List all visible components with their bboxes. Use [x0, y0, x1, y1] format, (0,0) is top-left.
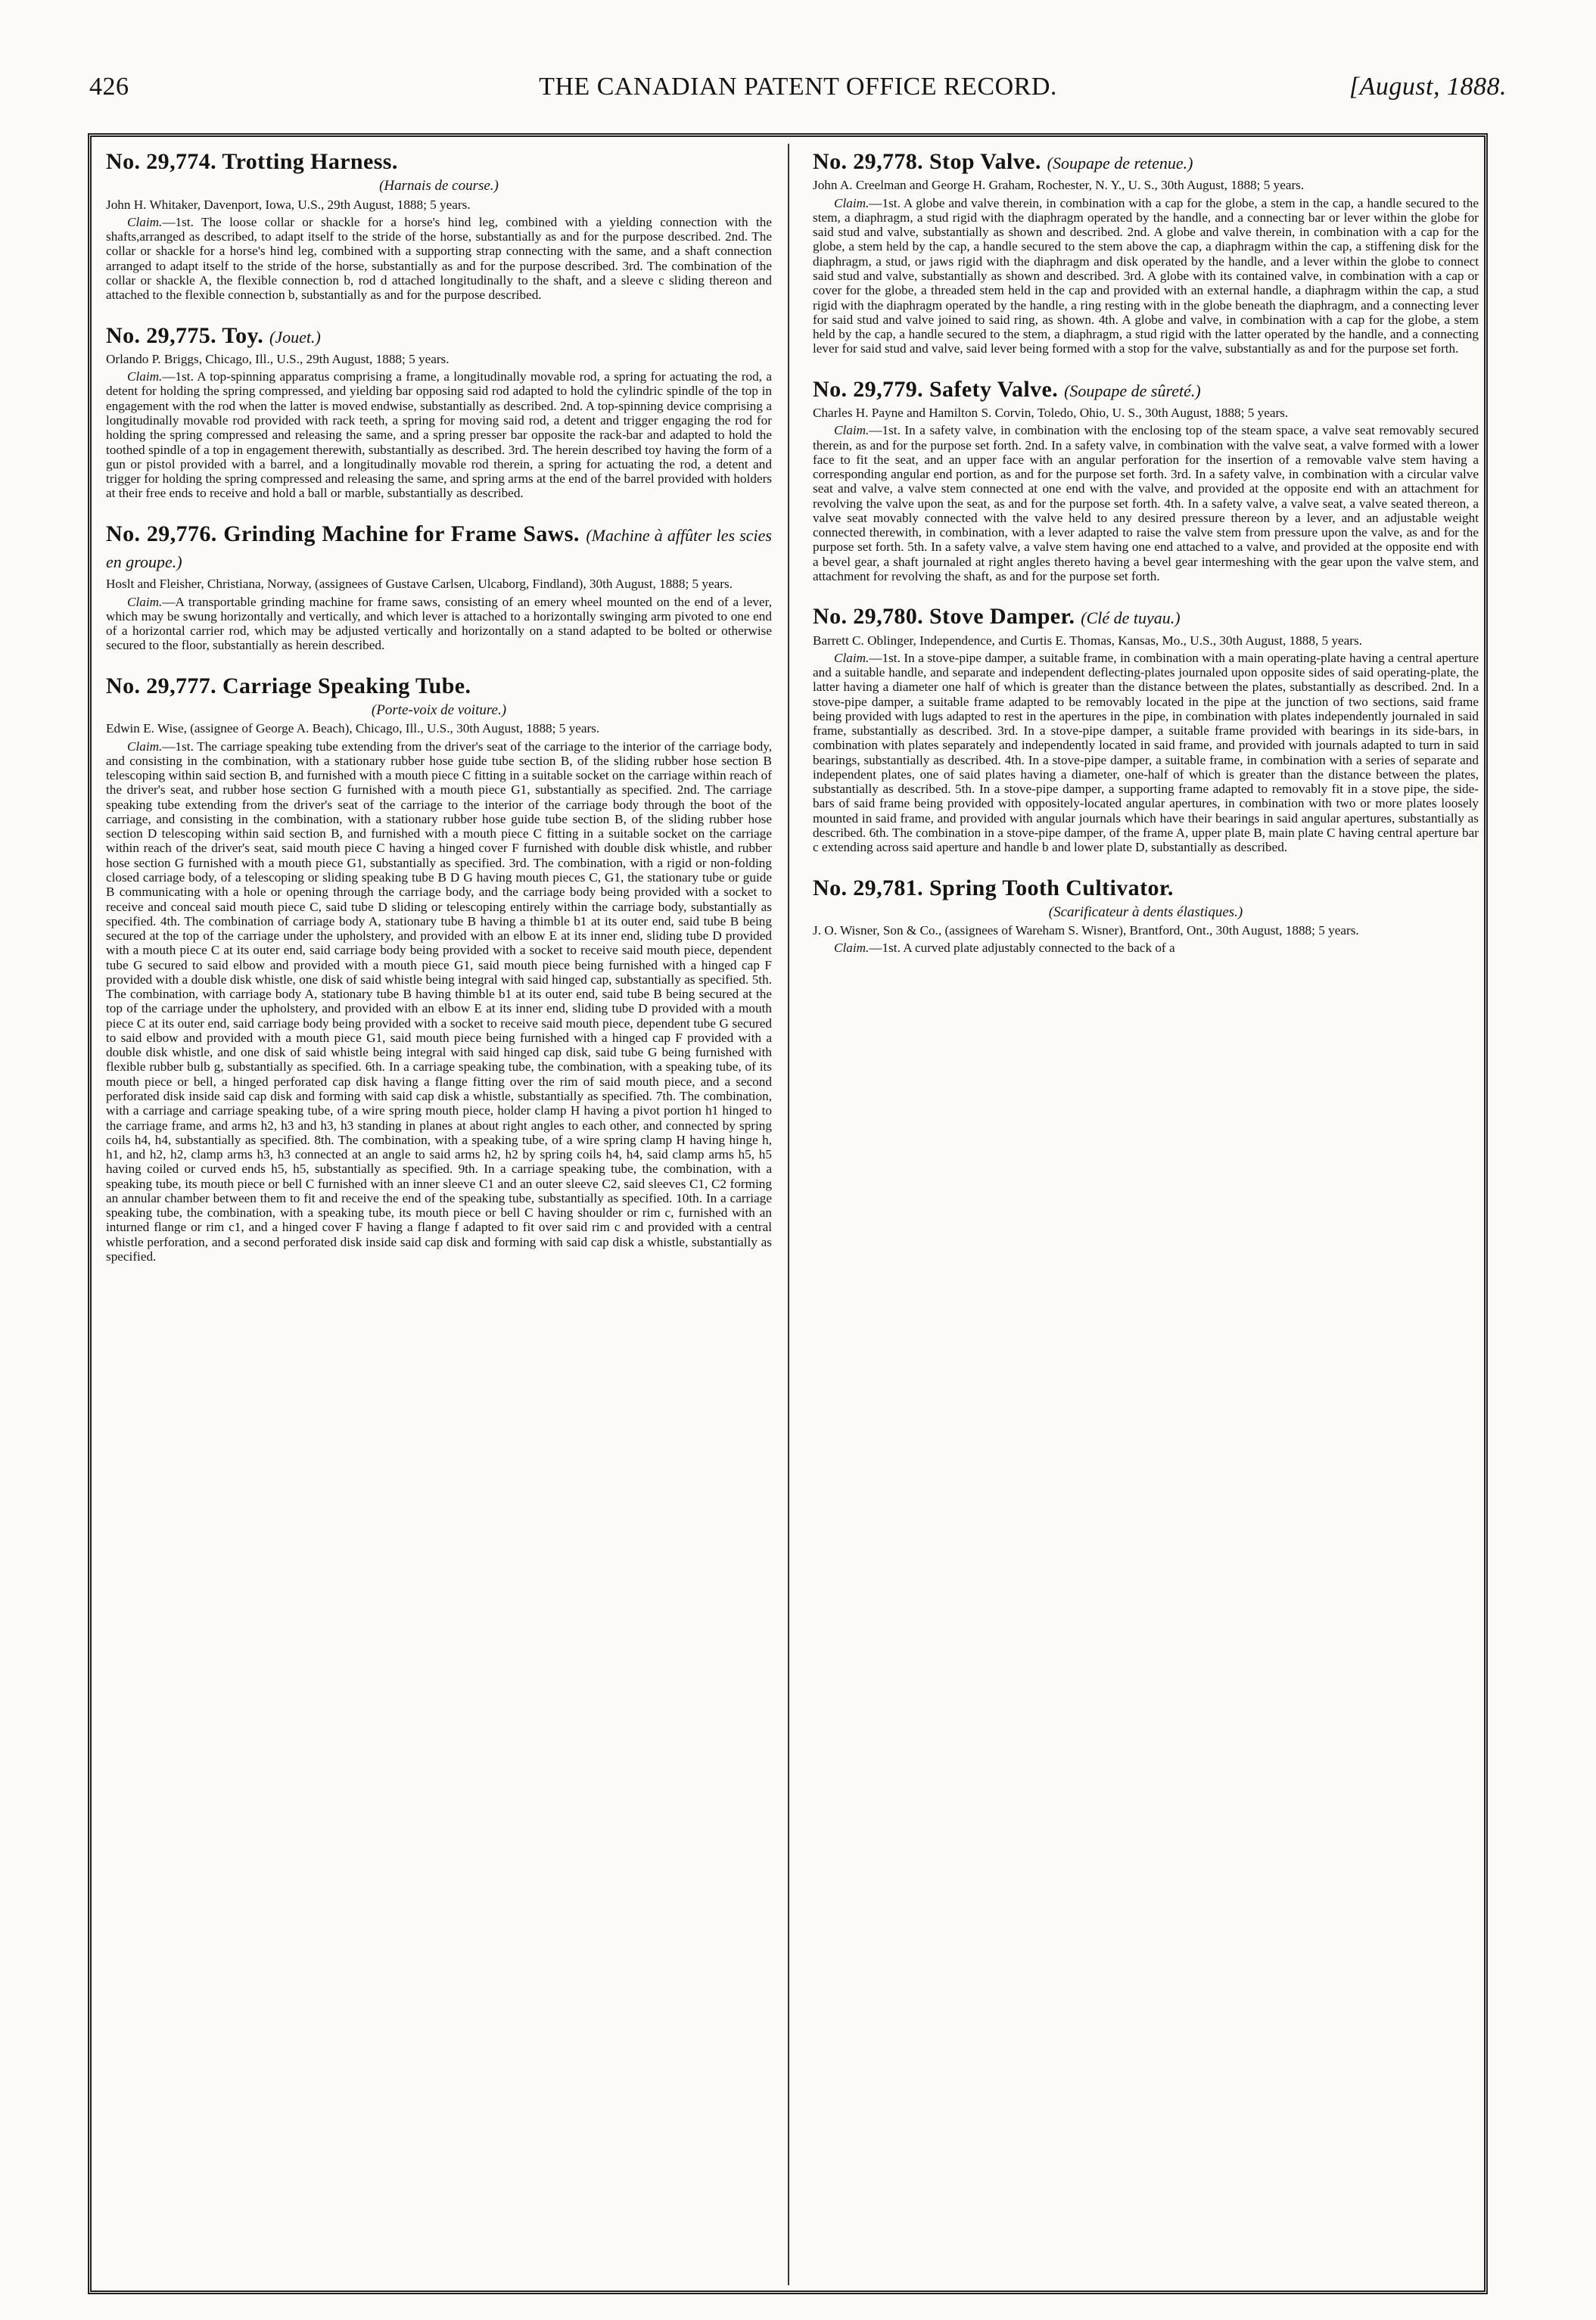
patent-inventor: Orlando P. Briggs, Chicago, Ill., U.S., 29th August, 1888; 5 years. [106, 351, 450, 366]
claim-text: —1st. A top-spinning apparatus comprising a frame, a longitudinally movable rod, a spring for actuating the rod, a detent for holding the spring compressed, and yielding bar opposing said rod adapted to hold the cylindric spindle of the top in engagement with the rod when the latter is moved endwise, substantially as described. 2nd. A top-spinning device comprising a longitudinally movable rod provided with rack teeth, a spring for moving said rod, a detent and trigger engaging the rod for holding the spring compressed and releasing the same, and a spring presser bar opposite the rack-bar and adapted to hold the toothed spindle of a top in engagement therewith, substantially as described. 3rd. The herein described toy having the form of a gun or pistol provided with a barrel, and a longitudinally movable rod therein, a spring for actuating the rod, a detent and trigger for holding the spring compressed and releasing the same, and spring arms at the end of the barrel provided with holders at their free ends to receive and hold a ball or marble, substantially as described. [106, 369, 772, 501]
column-divider [788, 144, 789, 2285]
claim-text: —1st. In a safety valve, in combination with the enclosing top of the steam space, a valve seat removably secured therein, as and for the purpose set forth. 2nd. In a safety valve, in combination with the valve seat, a valve formed with a lower face to fit the seat, and an upper face with an angular perforation for the insertion of a removable valve stem having a corresponding angular end portion, as and for the purpose set forth. 3rd. In a safety valve, in combination with a circular valve seat and valve, a valve stem connected at one end with the valve, and provided at the opposite end with an attachment for revolving the valve upon the seat, as and for the purpose set forth. 4th. In a safety valve, a valve seat, a valve seated thereon, a valve seat movably connected with the valve held to any desired pressure thereon by a lever, and an adjustable weight connected therewith, in combination, with a lever adapted to raise the valve stem from pressure upon the valve, as and for the purpose set forth. 5th. In a safety valve, a valve stem having one end attached to a valve, and provided at the opposite end with a bevel gear, a shaft journaled at right angles thereto having a bevel gear intermeshing with the gear upon the valve stem, and attachment for revolving the shaft, as and for the purpose set forth. [813, 423, 1479, 583]
patent-heading: No. 29,777. Carriage Speaking Tube. [106, 673, 471, 698]
patent-inventor: Barrett C. Oblinger, Independence, and Curtis E. Thomas, Kansas, Mo., U.S., 30th August, 1888, 5 years. [813, 633, 1363, 648]
page-number: 426 [89, 73, 129, 101]
claim-label: Claim. [127, 594, 163, 609]
claim-text: —1st. The carriage speaking tube extending from the driver's seat of the carriage to the interior of the carriage body, and consisting in the combination, with a stationary rubber hose guide tube section B, of the sliding rubber hose section B telescoping within said section B, and furnished with a mouth piece C fitting in a suitable socket on the carriage within reach of the driver's seat, and rubber hose section G furnished with a mouth piece G1, substantially as specified. 2nd. The carriage speaking tube extending from the driver's seat of the carriage to the interior of the carriage body through the boot of the carriage, and consisting in the combination, with a stationary rubber hose guide tube section B, of the sliding rubber hose section D telescoping within said section B, and furnished with a mouth piece C fitting in a suitable socket on the carriage within reach of the driver's seat, said mouth piece C having a hinged cover F furnished with double disk whistle, and rubber hose section G furnished with a mouth piece G1, substantially as specified. 3rd. The combination, with a rigid or non-folding closed carriage body, of a telescoping or sliding speaking tube B D G having mouth pieces C, G1, the stationary tube or guide B communicating with a hole or opening through the carriage body, and the carriage body being provided with a socket to receive and conceal said mouth piece C, said tube D sliding or telescoping entirely within the carriage body, substantially as specified. 4th. The combination of carriage body A, stationary tube B having a thimble b1 at its outer end, said tube B being secured at the top of the carriage under the upholstery, and provided with an elbow E at its inner end, sliding tube D provided with a mouth piece C at its outer end, said carriage body being provided with a socket to receive said mouth piece, dependent tube G secured to said elbow and provided with a mouth piece G1, said mouth piece being furnished with a hinged cap F provided with a double disk whistle, one disk of said whistle being integral with said hinged cap, substantially as specified. 5th. The combination, with carriage body A, stationary tube B having thimble b1 at its outer end, said tube B being secured at the top of the carriage under the upholstery, and provided with an elbow E at its inner end, sliding tube D provided with a mouth piece C at its outer end, said carriage body being provided with a socket to receive said mouth piece, dependent tube G secured to said elbow and provided with a mouth piece G1, said mouth piece being furnished with a hinged cap F provided with a double disk whistle, and one disk of said whistle being integral with said hinged cap disk, said tube G being furnished with flexible rubber bulb g, substantially as specified. 6th. In a carriage speaking tube, the combination, with a speaking tube, of its mouth piece or bell, a hinged perforated cap disk having a flange fitting over the rim of said mouth piece, and a second perforated disk inside said cap disk and forming with said cap disk a whistle, substantially as specified. 7th. The combination, with a carriage and carriage speaking tube, of a wire spring mouth piece, holder clamp H having a pivot portion h1 hinged to the carriage frame, and arms h2, h3 and h3, h3 standing in planes at about right angles to each other, and connected by spring coils h4, h4, substantially as specified. 8th. The combination, with a speaking tube, of a wire spring clamp H having hinge h, h1, and h2, h2, clamp arms h3, h3 connected at an angle to said arms h2, h2 by spring coils h4, h4, said clamp arms h5, h5 having coiled or curved ends h5, h5, substantially as specified. 9th. In a carriage speaking tube, the combination, with a speaking tube, its mouth piece or bell C furnished with an inner sleeve C1 and an outer sleeve C2, said sleeves C1, C2 forming an annular chamber between them to fit and receive the end of the speaking tube, substantially as specified. 10th. In a carriage speaking tube, the combination, with a speaking tube, its mouth piece or bell C having shoulder or rim c, furnished with an inturned flange or rim c1, and a hinged cover F having a flange f adapted to fit over said rim c and provided with a central whistle perforation, and a second perforated disk inside said cap disk and forming with said cap disk a whistle, substantially as specified. [106, 739, 772, 1264]
patent-heading: No. 29,781. Spring Tooth Cultivator. [813, 875, 1174, 900]
claim-text: —A transportable grinding machine for frame saws, consisting of an emery wheel mounted on the end of a lever, which may be swung horizontally and vertically, and which lever is attached to a horizontally swinging arm pivoted to one end of a horizontal carrier rod, which may be adjusted vertically and horizontally on a stand adapted to be bolted or otherwise secured to the floor, substantially as herein described. [106, 594, 772, 653]
claim-text: —1st. In a stove-pipe damper, a suitable frame, in combination with a main operating-plate having a central aperture and a suitable handle, and separate and independent deflecting-plates journaled upon opposite sides of said operating-plate, the latter having a diameter one half of which is greater than the distance between the plates, substantially as described. 2nd. In a stove-pipe damper, a suitable frame adapted to be removably located in the pipe at the junction of two sections, said frame being provided with lugs adapted to rest in the apertures in the pipe, in combination with plates independently journaled in said frame, substantially as described. 3rd. In a stove-pipe damper, a suitable frame provided with bearings in its side-bars, in combination with plates separately and independently located in said frame, and provided with journals adapted to turn in said bearings, substantially as described. 4th. In a stove-pipe damper, a suitable frame, in combination with a series of separate and independent plates, one of said plates having a diameter, one-half of which is greater than the distance between the plates, substantially as described. 5th. In a stove-pipe damper, a supporting frame adapted to removably fit in a stove pipe, the side-bars of said frame being provided with oppositely-located angular apertures, in combination with two or more plates loosely mounted in said frame, and provided with angular journals which have their bearings in said angular apertures, substantially as described. 6th. The combination in a stove-pipe damper, of the frame A, upper plate B, main plate C having central aperture bar c extending across said aperture and handle b and lower plate D, substantially as described. [813, 650, 1479, 855]
patent-inventor: Charles H. Payne and Hamilton S. Corvin, Toledo, Ohio, U. S., 30th August, 1888; 5 years. [813, 405, 1289, 420]
claim-label: Claim. [127, 739, 163, 754]
patent-french-title: (Porte-voix de voiture.) [371, 702, 507, 719]
patent-claim [106, 369, 772, 500]
claim-text: —1st. A curved plate adjustably connected to the back of a [869, 941, 1175, 956]
patent-claim [813, 941, 1479, 955]
patent-claim [106, 215, 772, 303]
patent-claim [813, 423, 1479, 583]
issue-date: [August, 1888. [1349, 73, 1507, 101]
right-column [813, 148, 1479, 2279]
patent-french-title: (Soupape de retenue.) [1047, 154, 1193, 173]
patent-heading [106, 322, 772, 349]
patent-claim [813, 651, 1479, 855]
patent-entry-29781 [813, 875, 1479, 956]
claim-text: —1st. The loose collar or shackle for a horse's hind leg, combined with a yielding connection with the shafts,arranged as described, to adapt itself to the stride of the horse, substantially as and for the purpose described. 2nd. The collar or shackle for a horse's hind leg, combined with a supporting strap connecting with the same, and a shaft connection arranged to adapt itself to the stride of the horse, substantially as and for the purpose described. 3rd. The combination of the collar or shackle A, the flexible connection b, rod d attached longitudinally to the shaft, and a sleeve c sliding thereon and attached to the flexible connection b, substantially as and for the purpose described. [106, 214, 772, 303]
patent-heading [813, 603, 1479, 630]
patent-heading: No. 29,774. Trotting Harness. [106, 149, 398, 174]
patent-entry-29779 [813, 376, 1479, 584]
claim-label: Claim. [127, 214, 163, 229]
claim-text: —1st. A globe and valve therein, in combination with a cap for the globe, a stem in the cap, a handle secured to the stem, a diaphragm, a stud rigid with the diaphragm operated by the handle, and a connecting bar or lever within the globe for said stud and valve, substantially as shown and described. 2nd. A globe and valve therein, in combination with a cap for the globe, a stem held by the cap, a handle secured to the stem above the cap, a diaphragm within the cap, a stiffening disk for the diaphragm, a stud, or jaws rigid with the diaphragm and disk operated by the handle, and a lever within the globe to connect said stud and valve, substantially as shown and described. 3rd. A globe with its contained valve, in combination with a cap or cover for the globe, a threaded stem held in the cap and provided with an external handle, a diaphragm within the cap, a stud rigid with the diaphragm operated by the handle, a ring resting with in the globe beneath the diaphragm, and a connecting lever for said stud and valve joined to said ring, as shown. 4th. A globe and valve, in combination with a cap for the globe, a stem held by the cap, a handle secured to the stem, a diaphragm, a stud rigid with the latter operated by the handle, and a connecting lever for said stud and valve, said lever being formed with a stop for the valve, substantially as and for the purpose set forth. [813, 195, 1479, 356]
patent-french-title: (Machine à affûter les scies en groupe.) [106, 525, 772, 571]
patent-french-title: (Soupape de sûreté.) [1064, 381, 1201, 400]
patent-entry-29777 [106, 673, 772, 1264]
patent-french-title: (Scarificateur à dents élastiques.) [1048, 903, 1243, 920]
patent-entry-29775 [106, 322, 772, 501]
running-head [89, 73, 1507, 110]
patent-french-title: (Harnais de course.) [379, 178, 499, 194]
left-column [106, 148, 772, 2279]
patent-heading [106, 521, 772, 574]
patent-inventor: Hoslt and Fleisher, Christiana, Norway, (assignees of Gustave Carlsen, Ulcaborg, Findland), 30th August, 1888; 5 years. [106, 577, 733, 592]
publication-title: THE CANADIAN PATENT OFFICE RECORD. [539, 73, 1057, 101]
patent-title: No. 29,779. Safety Valve. [813, 376, 1059, 402]
claim-label: Claim. [834, 650, 870, 665]
claim-label: Claim. [834, 423, 870, 438]
patent-entry-29778 [813, 148, 1479, 356]
claim-label: Claim. [834, 941, 870, 956]
patent-inventor: John H. Whitaker, Davenport, Iowa, U.S., 29th August, 1888; 5 years. [106, 197, 471, 212]
patent-heading [813, 376, 1479, 403]
patent-entry-29780 [813, 603, 1479, 854]
patent-title: No. 29,780. Stove Damper. [813, 604, 1075, 630]
patent-title: No. 29,776. Grinding Machine for Frame Saws. [106, 521, 580, 546]
claim-label: Claim. [834, 195, 870, 210]
patent-claim [106, 739, 772, 1264]
patent-inventor: J. O. Wisner, Son & Co., (assignees of Wareham S. Wisner), Brantford, Ont., 30th August, 1888; 5 years. [813, 923, 1359, 938]
patent-title: No. 29,775. Toy. [106, 322, 264, 348]
patent-inventor: Edwin E. Wise, (assignee of George A. Beach), Chicago, Ill., U.S., 30th August, 1888; 5 years. [106, 721, 600, 736]
patent-entry-29776 [106, 521, 772, 653]
patent-inventor: John A. Creelman and George H. Graham, Rochester, N. Y., U. S., 30th August, 1888; 5 years. [813, 178, 1305, 193]
patent-french-title: (Clé de tuyau.) [1081, 608, 1181, 628]
claim-label: Claim. [127, 369, 163, 384]
patent-claim [813, 196, 1479, 356]
patent-claim [106, 595, 772, 653]
patent-heading [813, 148, 1479, 175]
patent-entry-29774 [106, 148, 772, 303]
patent-french-title: (Jouet.) [269, 327, 321, 347]
patent-title: No. 29,778. Stop Valve. [813, 149, 1041, 174]
